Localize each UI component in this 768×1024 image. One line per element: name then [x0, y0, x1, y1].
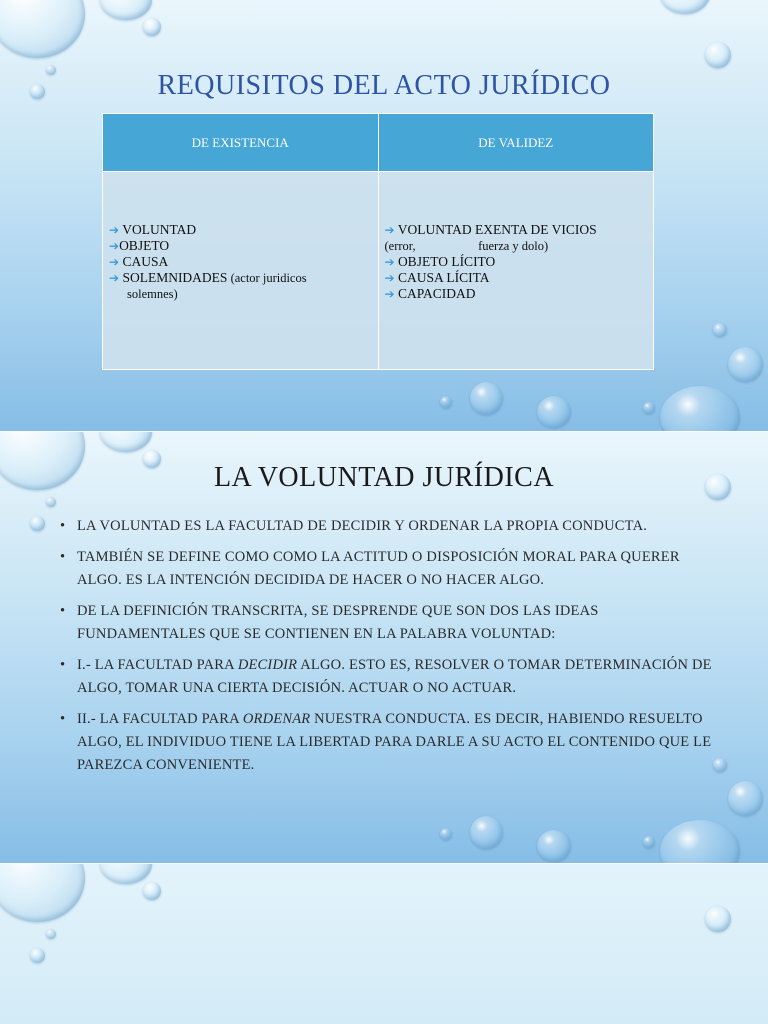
bullet-text: TAMBIÉN SE DEFINE COMO COMO LA ACTITUD O DISPOSICIÓN MORAL PARA QUERER ALGO. ES LA INTENCIÓN DECIDIDA DE HACER O NO HACER ALGO.	[77, 549, 680, 588]
bullet-text: I.- LA FACULTAD PARA	[77, 657, 238, 673]
water-drop-icon	[660, 0, 710, 14]
list-item-text: OBJETO	[119, 238, 170, 253]
list-item-text: CAUSA LÍCITA	[397, 270, 490, 285]
existencia-cell	[103, 172, 379, 370]
validez-cell	[378, 172, 654, 370]
list-item	[58, 708, 718, 777]
water-drop-icon	[0, 864, 85, 922]
water-drop-icon	[46, 929, 56, 939]
table-header-existencia: DE EXISTENCIA	[103, 114, 379, 172]
water-drop-icon	[470, 382, 503, 415]
list-item	[58, 546, 718, 592]
bullet-icon: •	[60, 657, 66, 673]
water-drop-icon	[643, 836, 655, 848]
bullet-icon: •	[60, 549, 66, 565]
water-drop-icon	[100, 0, 152, 20]
water-drop-icon	[440, 828, 452, 840]
bullet-text: NUESTRA CONDUCTA. ES DECIR, HABIENDO RESUELTO ALGO, EL INDIVIDUO TIENE LA LIBERTAD PARA DARLE A SU ACTO EL CONTENIDO QUE LE PAREZCA CONVENIENTE.	[77, 711, 712, 773]
list-item	[109, 222, 372, 238]
water-drop-icon	[30, 516, 45, 531]
list-item-note: (actor juridicos	[227, 271, 307, 285]
list-item	[385, 222, 648, 238]
arrow-icon: ➔	[109, 271, 120, 285]
list-item	[58, 515, 718, 538]
list-item	[385, 270, 648, 286]
water-drop-icon	[728, 781, 763, 816]
water-drop-icon	[537, 396, 571, 428]
bullet-icon: •	[60, 711, 66, 727]
bullet-icon: •	[60, 518, 66, 534]
list-item	[385, 286, 648, 302]
water-drop-icon	[470, 816, 503, 849]
water-drop-icon	[713, 323, 727, 337]
bullet-emphasis: ORDENAR	[242, 711, 311, 727]
list-item-text: OBJETO LÍCITO	[397, 254, 496, 269]
list-item-continuation: solemnes)	[127, 287, 178, 301]
bullet-text: II.- LA FACULTAD PARA	[77, 711, 243, 727]
list-item	[58, 654, 718, 700]
slide-title: LA VOLUNTAD JURÍDICA	[213, 462, 555, 493]
water-drop-icon	[0, 0, 85, 58]
list-item-continuation: (error, fuerza y dolo)	[384, 239, 549, 253]
list-item	[109, 270, 372, 286]
list-item-text: VOLUNTAD	[122, 222, 197, 237]
water-drop-icon	[30, 948, 45, 963]
water-drop-icon	[46, 497, 56, 507]
list-item	[109, 238, 372, 254]
list-item-text: SOLEMNIDADES	[122, 270, 228, 285]
water-drop-icon	[705, 42, 731, 68]
water-drop-icon	[643, 402, 655, 414]
requisitos-table	[102, 113, 654, 370]
arrow-icon: ➔	[109, 255, 120, 269]
slide-requisitos	[0, 0, 768, 432]
water-drop-icon	[660, 820, 740, 864]
water-drop-icon	[143, 882, 161, 900]
arrow-icon: ➔	[384, 223, 395, 237]
bullet-text: ALGO. ESTO ES, RESOLVER O TOMAR DETERMINACIÓN DE ALGO, TOMAR UNA CIERTA DECISIÓN. ACTUAR O NO ACTUAR.	[77, 657, 712, 696]
bullet-list	[58, 515, 718, 785]
water-drop-icon	[100, 864, 152, 884]
arrow-icon: ➔	[384, 287, 395, 301]
list-item-text: CAUSA	[122, 254, 169, 269]
water-drop-icon	[660, 386, 740, 432]
bullet-text: LA VOLUNTAD ES LA FACULTAD DE DECIDIR Y ORDENAR LA PROPIA CONDUCTA.	[77, 518, 648, 534]
bullet-text: DE LA DEFINICIÓN TRANSCRITA, SE DESPRENDE QUE SON DOS LAS IDEAS FUNDAMENTALES QUE SE CONTIENEN EN LA PALABRA VOLUNTAD:	[77, 603, 599, 642]
bullet-icon: •	[60, 603, 66, 619]
slide-title: REQUISITOS DEL ACTO JURÍDICO	[157, 70, 611, 101]
water-drop-icon	[728, 347, 763, 382]
water-drop-icon	[537, 830, 571, 862]
table-header-validez: DE VALIDEZ	[378, 114, 654, 172]
water-drop-icon	[100, 432, 152, 452]
water-drop-icon	[705, 906, 731, 932]
list-item	[109, 254, 372, 270]
arrow-icon: ➔	[384, 271, 395, 285]
arrow-icon: ➔	[109, 223, 120, 237]
slide-next	[0, 864, 768, 1024]
arrow-icon: ➔	[384, 255, 395, 269]
list-item-text: VOLUNTAD EXENTA DE VICIOS	[397, 222, 597, 237]
list-item-text: CAPACIDAD	[397, 286, 476, 301]
arrow-icon: ➔	[109, 239, 120, 253]
water-drop-icon	[143, 18, 161, 36]
bullet-emphasis: DECIDIR	[237, 657, 298, 673]
list-item	[385, 254, 648, 270]
water-drop-icon	[440, 396, 452, 408]
list-item	[58, 600, 718, 646]
